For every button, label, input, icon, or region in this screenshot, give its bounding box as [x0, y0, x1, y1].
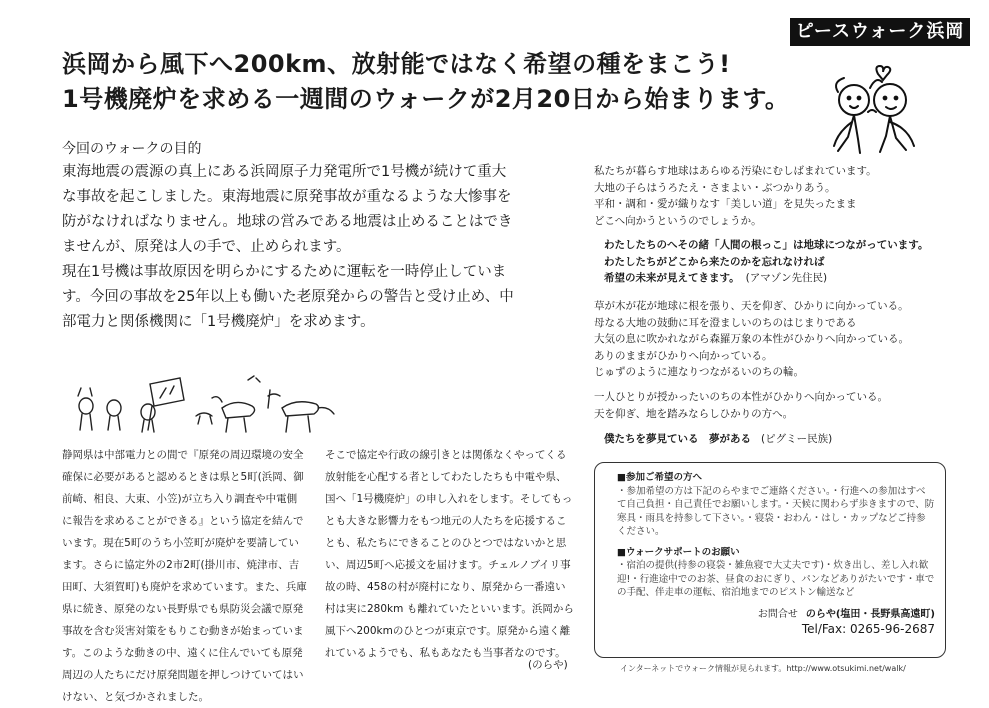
signoff: (のらや)	[528, 659, 568, 671]
contact-phone: Tel/Fax: 0265-96-2687	[801, 622, 935, 636]
contact-label: お問合せ	[757, 608, 798, 620]
poem-line: どこへ向かうというのでしょうか。	[594, 214, 762, 227]
headline-line-1: 浜岡から風下へ200km、放射能ではなく希望の種をまこう!	[62, 50, 731, 78]
poem-line: 草が木が花が地球に根を張り、天を仰ぎ、ひかりに向かっている。	[594, 300, 909, 312]
participation-text: ・参加希望の方は下記のらやまでご連絡ください。・行進への参加はすべて自己負担・自己責任でお願いします。・天候に関わらず歩きますので、防寒具・雨具を持参して下さい。・寝袋・おわん・はし・カップなどご持参ください。	[617, 485, 935, 537]
poem-line: 母なる大地の鼓動に耳を澄ましいのちのはじまりである	[594, 316, 857, 329]
article-column-middle: そこで協定や行政の線引きとは関係なくやってくる放射能を心配する者としてわたしたちも中電や県、国へ「1号機廃炉」の申し入れをします。そしてもっとも大きな影響力をもつ地元の人たちを応援することも、私たちにできることのひとつではないかと思い、周辺5町へ応援文を届けます。チェルノブイリ事故の時、458の村が廃村になり、原発から一番遠い村は実に280km も離れていたといいます。浜岡から風下へ200kmのひとつが東京です。原発から遠く離れているようでも、私もあなたも当事者なのです。	[325, 449, 574, 659]
poem-2	[594, 298, 944, 381]
quote-pygmy	[604, 431, 954, 448]
quote-line: わたしたちがどこから来たのかを忘れなければ	[604, 255, 825, 268]
participation-title: ■参加ご希望の方へ	[617, 472, 702, 483]
contact-line	[617, 608, 935, 622]
purpose-body	[62, 160, 517, 335]
section-title: 今回のウォークの目的	[62, 141, 202, 157]
quote-line: 僕たちを夢見ている 夢がある	[604, 433, 751, 445]
footer-note: インターネットでウォーク情報が見られます。http://www.otsukimi.net/walk/	[620, 664, 906, 673]
poem-3	[594, 389, 944, 422]
poem-line: 平和・調和・愛が織りなす「美しい道」を見失ったまま	[594, 198, 857, 210]
support-text: ・宿泊の提供(持参の寝袋・雑魚寝で大丈夫です)・炊き出し、差し入れ歓迎!・行進途中でのお茶、昼食のおにぎり、パンなどありがたいです・車での手配、伴走車の運転、宿泊地までのピストン輸送など	[617, 560, 935, 598]
poem-line: 大気の息に吹かれながら森羅万象の本性がひかりへ向かっている。	[594, 333, 909, 345]
quote-source: (アマゾン先住民)	[745, 272, 828, 284]
walkers-drawing	[72, 368, 342, 438]
poem-line: 大地の子らはうろたえ・さまよい・ぶつかりあう。	[594, 181, 836, 194]
quote-source: (ピグミー民族)	[761, 433, 833, 445]
quote-line: わたしたちのへその緒「人間の根っこ」は地球につながっています。	[604, 239, 929, 251]
header-badge: ピースウォーク浜岡	[790, 18, 970, 46]
support-title: ■ウォークサポートのお願い	[617, 546, 740, 558]
purpose-paragraph: 東海地震の震源の真上にある浜岡原子力発電所で1号機が続けて重大な事故を起こしました。東海地震に原発事故が重なるような大惨事を防がなければなりません。地球の営みである地震は止めることはできませんが、原発は人の手で、止められます。	[62, 164, 513, 255]
poem-1	[594, 163, 944, 229]
poem-line: 一人ひとりが授かったいのちの本性がひかりへ向かっている。	[594, 391, 888, 403]
poem-line: じゅずのように連なりつながるいのちの輪。	[594, 366, 804, 378]
headline-line-2: 1号機廃炉を求める一週間のウォークが2月20日から始まります。	[62, 85, 790, 113]
poem-line: 天を仰ぎ、地を踏みならしひかりの方へ。	[594, 407, 794, 420]
article-column-left: 静岡県は中部電力との間で『原発の周辺環境の安全確保に必要があると認めるときは県と5町(浜岡、御前崎、相良、大東、小笠)が立ち入り調査や中電側に報告を求めることができる』という協定を結んでいます。現在5町のうち小笠町が廃炉を要請しています。さらに協定外の2市2町(掛川市、焼津市、吉田町、大須賀町)も廃炉を求めています。また、兵庫県に続き、原発のない長野県でも県防災会議で原発事故を含む災害対策をもりこむ動きが始まっています。このような動きの中、遠くに住んでいても原発周辺の人たちにだけ原発問題を押しつけていてはいけない、と気づかされました。	[62, 449, 307, 703]
quote-amazon	[604, 237, 949, 287]
quote-line: 希望の未来が見えてきます。	[604, 272, 740, 284]
info-box	[594, 462, 946, 658]
poem-line: 私たちが暮らす地球はあらゆる汚染にむしばまれています。	[594, 165, 877, 177]
purpose-paragraph: 現在1号機は事故原因を明らかにするために運転を一時停止しています。今回の事故を25年以上も働いた老原発からの警告と受け止め、中部電力と関係機関に「1号機廃炉」を求めます。	[62, 264, 514, 330]
poem-line: ありのままがひかりへ向かっている。	[594, 349, 773, 362]
contact-org: のらや(塩田・長野県高遠町)	[805, 608, 935, 620]
couple-drawing	[812, 62, 932, 162]
